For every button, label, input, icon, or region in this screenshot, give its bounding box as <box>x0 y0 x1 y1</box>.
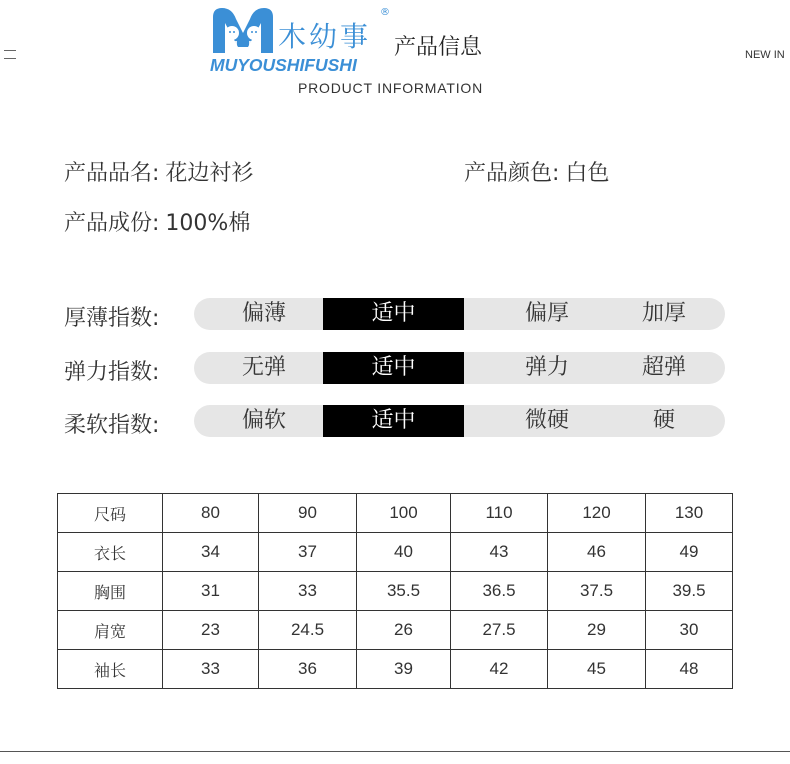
table-row <box>58 650 733 689</box>
product-name-label: 产品品名: <box>64 161 160 186</box>
thickness-index-bar <box>194 298 725 330</box>
thickness-option: 偏厚 <box>524 301 569 326</box>
table-cell: 100 <box>357 494 451 533</box>
table-cell: 胸围 <box>58 572 163 611</box>
table-cell: 90 <box>259 494 357 533</box>
elasticity-index-bar <box>194 352 725 384</box>
table-cell: 35.5 <box>357 572 451 611</box>
table-cell: 130 <box>646 494 733 533</box>
table-cell: 49 <box>646 533 733 572</box>
thickness-option: 适中 <box>323 298 464 330</box>
product-color-label: 产品颜色: <box>464 161 560 186</box>
table-cell: 33 <box>259 572 357 611</box>
table-cell: 33 <box>163 650 259 689</box>
table-cell: 120 <box>548 494 646 533</box>
table-cell: 36.5 <box>451 572 548 611</box>
bottom-divider <box>0 751 790 752</box>
product-name-value: 花边衬衫 <box>165 161 254 186</box>
size-table <box>57 493 733 689</box>
registered-mark: ® <box>380 7 390 18</box>
table-cell: 43 <box>451 533 548 572</box>
table-cell: 46 <box>548 533 646 572</box>
table-cell: 39.5 <box>646 572 733 611</box>
elasticity-option: 弹力 <box>524 355 569 380</box>
menu-icon[interactable] <box>4 48 16 60</box>
table-cell: 45 <box>548 650 646 689</box>
elasticity-option: 适中 <box>323 352 464 384</box>
table-row <box>58 572 733 611</box>
softness-option: 偏软 <box>241 408 286 433</box>
product-material-value: 100%棉 <box>165 211 251 236</box>
table-cell: 26 <box>357 611 451 650</box>
thickness-option: 偏薄 <box>241 301 286 326</box>
table-cell: 衣长 <box>58 533 163 572</box>
brand-name-en: MUYOUSHIFUSHI <box>210 55 357 75</box>
softness-option: 适中 <box>323 405 464 437</box>
table-cell: 30 <box>646 611 733 650</box>
thickness-index-label: 厚薄指数: <box>64 306 160 331</box>
table-cell: 36 <box>259 650 357 689</box>
table-cell: 42 <box>451 650 548 689</box>
elasticity-index-label: 弹力指数: <box>64 360 160 385</box>
table-cell: 31 <box>163 572 259 611</box>
brand-name-cn: 木幼事 <box>278 20 372 53</box>
elasticity-option: 超弹 <box>641 355 686 380</box>
elasticity-option: 无弹 <box>241 355 286 380</box>
table-cell: 39 <box>357 650 451 689</box>
table-cell: 110 <box>451 494 548 533</box>
page-title: 产品信息 <box>394 35 483 60</box>
product-material-row <box>64 206 250 237</box>
table-cell: 34 <box>163 533 259 572</box>
product-material-label: 产品成份: <box>64 211 160 236</box>
table-cell: 40 <box>357 533 451 572</box>
table-row <box>58 494 733 533</box>
softness-index-bar <box>194 405 725 437</box>
table-cell: 37 <box>259 533 357 572</box>
table-cell: 29 <box>548 611 646 650</box>
table-cell: 袖长 <box>58 650 163 689</box>
table-cell: 27.5 <box>451 611 548 650</box>
table-cell: 24.5 <box>259 611 357 650</box>
product-color-row <box>464 156 609 187</box>
logo-m-icon <box>210 5 276 55</box>
softness-option: 硬 <box>652 408 675 433</box>
page-subtitle: PRODUCT INFORMATION <box>298 80 484 96</box>
thickness-option: 加厚 <box>641 301 686 326</box>
softness-option: 微硬 <box>524 408 569 433</box>
table-cell: 37.5 <box>548 572 646 611</box>
table-row <box>58 611 733 650</box>
table-cell: 80 <box>163 494 259 533</box>
table-cell: 尺码 <box>58 494 163 533</box>
table-cell: 23 <box>163 611 259 650</box>
table-cell: 48 <box>646 650 733 689</box>
brand-logo <box>210 5 388 75</box>
table-cell: 肩宽 <box>58 611 163 650</box>
product-name-row <box>64 156 253 187</box>
new-in-link[interactable]: NEW IN <box>745 49 785 61</box>
softness-index-label: 柔软指数: <box>64 413 160 438</box>
table-row <box>58 533 733 572</box>
product-color-value: 白色 <box>565 161 610 186</box>
